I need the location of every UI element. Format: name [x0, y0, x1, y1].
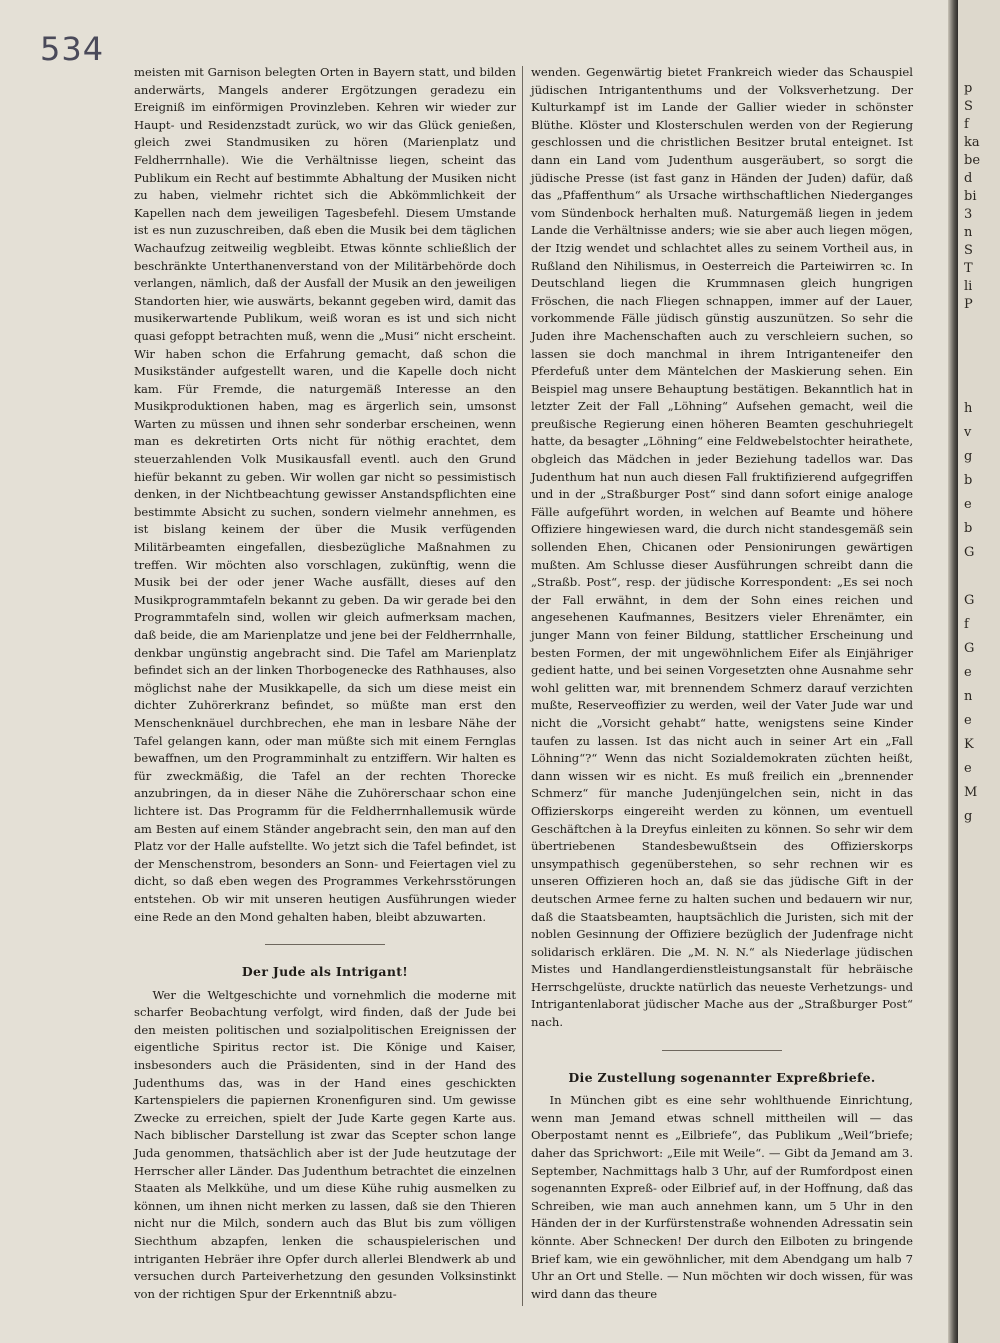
column-rule [522, 66, 523, 1306]
separator [662, 1050, 782, 1051]
adjacent-page-fragment: h [964, 401, 973, 416]
article-expressbriefe-text: In München gibt es eine sehr wohlthuende Einrichtung, wenn man Jemand etwas schnell mittheilen will — das Oberpostamt nennt es „Eilbriefe“, das Publikum „Weil“briefe; daher das Sprichwort: „Eile mit Weile“. — Gibt da Jemand am 3. September, Nachmittags halb 3 Uhr, auf der Rumfordpost einen sogenannten Expreß- oder Eilbrief auf, in der Hoffnung, daß das Schreiben, wie man auch annehmen kann, um 5 Uhr in den Händen der in der Kurfürstenstraße wohnenden Adressatin sein könnte. Aber Schnecken! Der durch den Eilboten zu bringende Brief kam, wie ein gewöhnlicher, mit dem Abendgang um halb 7 Uhr an Ort und Stelle. — Nun möchten wir doch wissen, für was wird dann das theure [531, 1093, 913, 1301]
adjacent-page-fragment: e [964, 497, 972, 512]
article-heading-expressbriefe: Die Zustellung sogenannter Expreßbriefe. [568, 1069, 876, 1085]
adjacent-page-fragment: e [964, 713, 972, 728]
adjacent-page-fragment: f [964, 617, 969, 632]
adjacent-page-fragment: g [964, 809, 973, 824]
article-intrigant-text: Wer die Weltgeschichte und vornehmlich die moderne mit scharfer Beobachtung verfolgt, wird finden, daß der Jude bei den meisten politischen und sozialpolitischen Ereignissen der eigentliche Spiritus rector ist. Die Könige und Kaiser, insbesonders auch die Präsidenten, sind in der Hand des Judenthums das, was in der Hand eines geschickten Kartenspielers die papiernen Kronenfiguren sind. Um gewisse Zwecke zu erreichen, spielt der Jude Karte gegen Karte aus. Nach biblischer Darstellung ist zwar das Scepter schon lange Juda genommen, thatsächlich aber ist der Jude heutzutage der Herrscher aller Länder. Das Judenthum betrachtet die einzelnen Staaten als Melkkühe, und um diese Kühe ruhig ausmelken zu können, um ihnen nicht merken zu lassen, daß sie den Thieren nicht nur die Milch, sondern auch das Blut bis zum völligen Siechthum abzapfen, lenken die schauspielerischen und intriganten Hebräer ihre Opfer durch allerlei Blendwerk ab und versuchen durch Parteiverhetzung den gesunden Volksinstinkt von der richtigen Spur der Erkenntniß abzu- [134, 987, 516, 1301]
adjacent-page-fragment: 3 [964, 207, 973, 222]
right-column [531, 64, 913, 1303]
adjacent-page-fragment: P [964, 297, 973, 312]
adjacent-page-fragment: e [964, 761, 972, 776]
adjacent-page-fragment: G [964, 641, 975, 656]
adjacent-page-fragment: S [964, 99, 973, 114]
adjacent-page-fragment: b [964, 521, 973, 536]
adjacent-page-fragment: be [964, 153, 981, 168]
adjacent-page-fragment: n [964, 225, 973, 240]
adjacent-page-fragment: p [964, 81, 973, 96]
adjacent-page-fragment: G [964, 545, 975, 560]
adjacent-page-fragment: e [964, 665, 972, 680]
adjacent-page-edge [958, 0, 1000, 1343]
article-music-text: meisten mit Garnison belegten Orten in Bayern statt, und bilden anderwärts, Mangels anderer Ergötzungen geradezu ein Ereigniß im einförmigen Provinzleben. Kehren wir wieder zur Haupt- und Residenzstadt zurück, wo wir das Glück genießen, gleich zwei Standmusiken zu hören (Marienplatz und Feldherrnhalle). Wie die Verhältnisse liegen, scheint das Publikum ein Recht auf bestimmte Abhaltung der Musiken nicht zu haben, vielmehr richtet sich die Abkömmlichkeit der Kapellen nach dem jeweiligen Tagesbefehl. Diesem Umstande ist es nun zuzuschreiben, daß eben die Musik bei dem täglichen Wachaufzug zeitweilig wegbleibt. Etwas könnte schließlich der beschränkte Unterthanenverstand von der Militärbehörde doch verlangen, nämlich, daß der Ausfall der Musik an den jeweiligen Standorten hier, wie auswärts, bekannt gegeben wird, damit das musikerwartende Publikum, weiß woran es ist und sich nicht quasi gefoppt betrachten muß, wenn die „Musi“ nicht erscheint. Wir haben schon die Erfahrung gemacht, daß schon die Musikständer aufgestellt waren, und die Kapelle doch nicht kam. Für Fremde, die naturgemäß Interesse an den Musikproduktionen haben, mag es ärgerlich sein, umsonst Warten zu müssen und ihnen sehr sonderbar erscheinen, wenn man es dekretirten Orts nicht für nöthig erachtet, dem steuerzahlenden Volk Musikausfall eventl. auch den Grund hiefür bekannt zu geben. Wir wollen gar nicht so pessimistisch denken, in der Nichtbeachtung gewisser Anstandspflichten eine bestimmte Absicht zu suchen, sondern vielmehr annehmen, es ist bislang keinem der über die Musik verfügenden Militärbeamten eingefallen, diesbezügliche Maßnahmen zu treffen. Wir möchten also vorschlagen, zukünftig, wenn die Musik bei der oder jener Wache ausfällt, dieses auf den Musikprogrammtafeln bekannt zu geben. Da wir gerade bei den Programmtafeln sind, wollen wir gleich aufmerksam machen, daß beide, die am Marienplatze und jene bei der Feldherrnhalle, denkbar ungünstig angebracht sind. Die Tafel am Marienplatz befindet sich an der linken Thorbogenecke des Rathhauses, also möglichst nahe der Musikkapelle, da sich um diese meist ein dichter Zuhörerkranz befindet, so müßte man erst den Menschenknäuel durchbrechen, ehe man in lesbare Nähe der Tafel gelangen kann, oder man müßte sich mit einem Fernglas bewaffnen, um den Programminhalt zu entziffern. Wir halten es für zweckmäßig, die Tafel an der rechten Thorecke anzubringen, da in dieser Nähe die Zuhörerschaar schon eine lichtere ist. Das Programm für die Feldherrnhallemusik würde am Besten auf einem Ständer angebracht sein, den man auf den Platz vor der Halle aufstellte. Wo jetzt sich die Tafel befindet, ist der Menschenstrom, besonders an Sonn- und Feiertagen viel zu dicht, so daß eben wegen des Programmes Verkehrsstörungen entstehen. Ob wir mit unseren heutigen Ausführungen wieder eine Rede an den Mond gehalten haben, bleibt abzuwarten. [134, 65, 516, 924]
adjacent-page-fragment: li [964, 279, 973, 294]
article-heading-intrigant: Der Jude als Intrigant! [241, 964, 409, 980]
article-intrigant-continued: wenden. Gegenwärtig bietet Frankreich wieder das Schauspiel jüdischen Intrigantenthums und der Volksverhetzung. Der Kulturkampf ist im Lande der Gallier wieder in schönster Blüthe. Klöster und Klosterschulen werden von der Regierung geschlossen und die christlichen Besitzer brutal enteignet. Ist dann ein Land vom Judenthum ausgeräubert, so sorgt die jüdische Presse (ist fast ganz in Händen der Juden) dafür, daß das „Pfaffenthum“ als Ursache wirthschaftlichen Niederganges vom Sündenbock herhalten muß. Naturgemäß liegen in jedem Lande die Verhältnisse anders; wie sie aber auch liegen mögen, der Itzig wendet und schlachtet alles zu seinem Vortheil aus, in Rußland den Nihilismus, in Oesterreich die Parteiwirren ꝛc. In Deutschland liegen die Krummnasen gleich hungrigen Fröschen, die nach Fliegen schnappen, immer auf der Lauer, vorkommende Fälle jüdisch günstig auszunützen. So sehr die Juden ihre Machenschaften auch zu verschleiern suchen, so lassen sie doch manchmal in ihrem Intriganteneifer den Pferdefuß unter dem Mäntelchen der Maskierung sehen. Ein Beispiel mag unsere Behauptung bestätigen. Bekanntlich hat in letzter Zeit der Fall „Löhning“ Aufsehen gemacht, weil die preußische Regierung einen höheren Beamten geschuhriegelt hatte, da besagter „Löhning“ eine Feldwebelstochter heirathete, obgleich das Mädchen in jeder Beziehung tadellos war. Das Judenthum hat nun auch diesen Fall fruktifizierend aufgegriffen und in der „Straßburger Post“ sind dann sofort einige analoge Fälle aufgeführt worden, in welchen auf Beamte und höhere Offiziere hingewiesen ward, die durch nicht standesgemäß sein sollenden Ehen, Chicanen oder Pensionirungen gewärtigen mußten. Am Schlusse dieser Ausführungen schreibt dann die „Straßb. Post“, resp. der jüdische Korrespondent: „Es sei noch der Fall erwähnt, in dem der Sohn eines reichen und angesehenen Kaufmannes, Besitzers vieler Ehrenämter, ein junger Mann von feiner Bildung, stattlicher Erscheinung und besten Formen, der mit ungewöhnlichem Eifer als Einjähriger gedient hatte, und bei seinen Vorgesetzten ohne Ausnahme sehr wohl gelitten war, mit brennendem Schmerz darauf verzichten mußte, Reserveoffizier zu werden, weil der Vater Jude war und nicht die „Vorsicht gehabt“ hatte, wenigstens seine Kinder taufen zu lassen. Ist das nicht auch in seiner Art ein „Fall Löhning“?“ Wenn das nicht Sozialdemokraten züchten heißt, dann wissen wir es nicht. Es muß freilich ein „brennender Schmerz“ für manche Judenjüngelchen sein, nicht in das Offizierskorps eingereiht werden zu können, um eventuell Geschäftchen à la Dreyfus einleiten zu können. So sehr wir dem übertriebenen Standesbewußtsein des Offizierskorps unsympathisch gegenüberstehen, so sehr rechnen wir es unseren Offizieren hoch an, daß sie das jüdische Gift in der deutschen Armee ferne zu halten suchen und bedauern wir nur, daß die Staatsbeamten, hauptsächlich die Juristen, sich mit der noblen Gesinnung der Offiziere bezüglich der Judenfrage nicht solidarisch erklären. Die „M. N. N.“ als Niederlage jüdischen Mistes und Handlangerdienstleistungsanstalt für hebräische Herrschgelüste, druckte natürlich das neueste Verhetzungs- und Intrigantenlaborat jüdischer Mache aus der „Straßburger Post“ nach. [531, 65, 913, 1030]
adjacent-page-fragment: n [964, 689, 973, 704]
adjacent-page-fragment: K [964, 737, 974, 752]
adjacent-page-fragment: v [964, 425, 972, 440]
adjacent-page-fragment: d [964, 171, 973, 186]
adjacent-page-fragment: b [964, 473, 973, 488]
adjacent-page-fragment: f [964, 117, 969, 132]
binding-gutter [948, 0, 958, 1343]
adjacent-page-fragment: M [964, 785, 978, 800]
adjacent-page-fragment: g [964, 449, 973, 464]
adjacent-page-fragment: T [964, 261, 973, 276]
adjacent-page-fragment: bi [964, 189, 977, 204]
separator [265, 944, 385, 945]
adjacent-page-fragment: S [964, 243, 973, 258]
page-number: 534 [40, 30, 105, 68]
adjacent-page-fragment: G [964, 593, 975, 608]
adjacent-page-fragment: ka [964, 135, 980, 150]
left-column [134, 64, 516, 1303]
